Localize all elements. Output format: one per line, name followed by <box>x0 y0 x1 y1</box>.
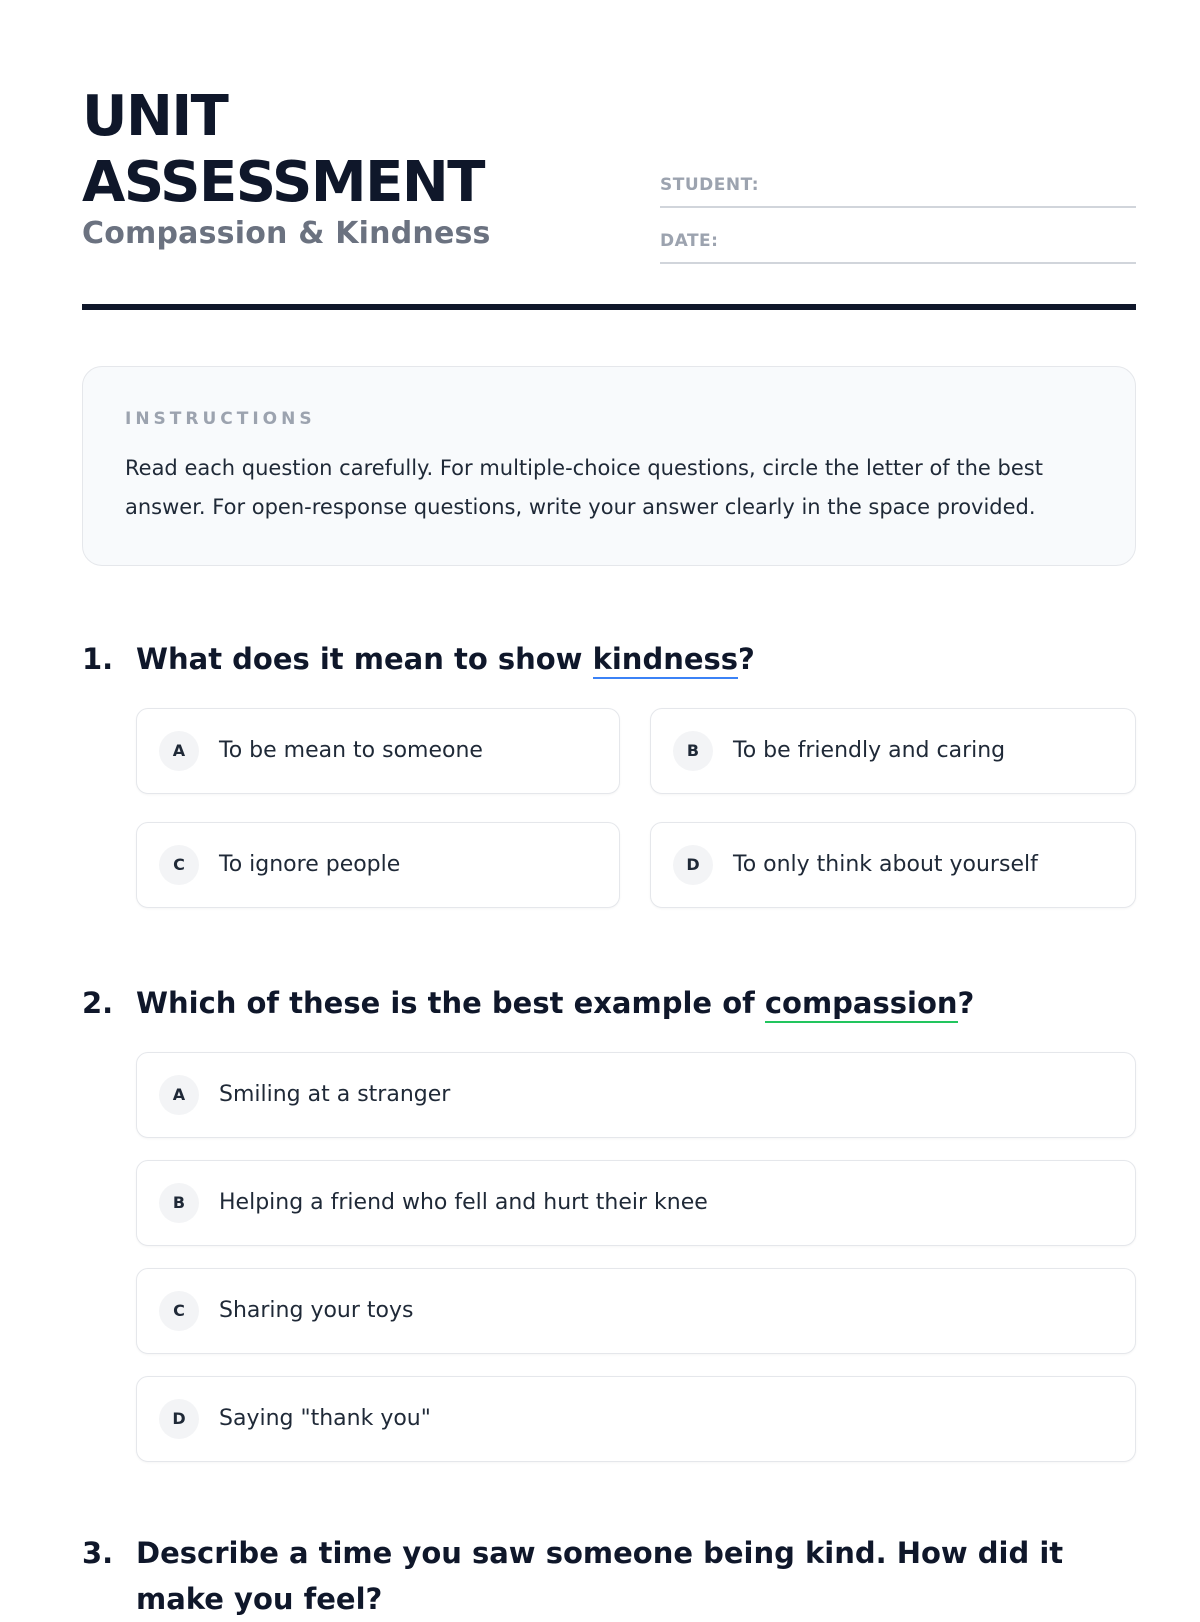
header-divider <box>82 304 1136 310</box>
option-letter: B <box>159 1183 199 1223</box>
option-c[interactable] <box>136 1268 1136 1354</box>
option-letter: B <box>673 731 713 771</box>
instructions-body: Read each question carefully. For multiple-choice questions, circle the letter of the best answer. For open-response questions, write your answer clearly in the space provided. <box>125 456 1043 519</box>
option-text: Saying "thank you" <box>219 1406 431 1431</box>
worksheet-page <box>82 0 1136 1616</box>
question-heading <box>82 636 1136 682</box>
key-term-compassion: compassion <box>765 986 958 1023</box>
option-d[interactable] <box>650 822 1136 908</box>
option-a[interactable] <box>136 1052 1136 1138</box>
date-field[interactable] <box>660 224 1136 264</box>
title-line-2: ASSESSMENT <box>82 150 484 215</box>
option-c[interactable] <box>136 822 620 908</box>
question-text <box>136 636 1136 682</box>
question-text: Describe a time you saw someone being kind. How did it make you feel? <box>136 1536 1064 1616</box>
option-a[interactable] <box>136 708 620 794</box>
option-text: Sharing your toys <box>219 1298 414 1323</box>
question-heading <box>82 1530 1136 1622</box>
question-text-after: ? <box>738 642 755 676</box>
option-text: Smiling at a stranger <box>219 1082 451 1107</box>
question-1 <box>82 636 1136 936</box>
option-letter: A <box>159 731 199 771</box>
option-b[interactable] <box>136 1160 1136 1246</box>
option-letter: C <box>159 1291 199 1331</box>
question-text-before: What does it mean to show <box>136 642 593 676</box>
student-info-fields <box>660 168 1136 280</box>
title-line-1: UNIT <box>82 84 228 149</box>
question-number: 3. <box>82 1536 114 1570</box>
question-number: 2. <box>82 986 114 1020</box>
header <box>82 0 1136 312</box>
question-text <box>136 980 1136 1026</box>
question-number: 1. <box>82 642 114 676</box>
option-letter: D <box>673 845 713 885</box>
question-text-before: Which of these is the best example of <box>136 986 765 1020</box>
option-letter: C <box>159 845 199 885</box>
option-letter: D <box>159 1399 199 1439</box>
question-3 <box>82 1530 1136 1616</box>
page-title <box>82 84 642 216</box>
option-d[interactable] <box>136 1376 1136 1462</box>
option-text: To be friendly and caring <box>733 738 1006 763</box>
option-b[interactable] <box>650 708 1136 794</box>
question-heading <box>82 980 1136 1026</box>
option-text: To only think about yourself <box>733 852 1038 877</box>
key-term-kindness: kindness <box>593 642 738 679</box>
student-label: STUDENT: <box>660 175 760 195</box>
answer-options <box>136 1052 1136 1462</box>
option-text: To ignore people <box>219 852 401 877</box>
student-field[interactable] <box>660 168 1136 208</box>
instructions-heading: INSTRUCTIONS <box>125 409 316 429</box>
question-2 <box>82 980 1136 1460</box>
question-text-after: ? <box>957 986 975 1020</box>
date-label: DATE: <box>660 231 719 251</box>
option-letter: A <box>159 1075 199 1115</box>
answer-options <box>136 708 1136 908</box>
instructions-box <box>82 366 1136 566</box>
page-subtitle: Compassion & Kindness <box>82 216 491 251</box>
option-text: Helping a friend who fell and hurt their knee <box>219 1190 708 1215</box>
option-text: To be mean to someone <box>219 738 483 763</box>
